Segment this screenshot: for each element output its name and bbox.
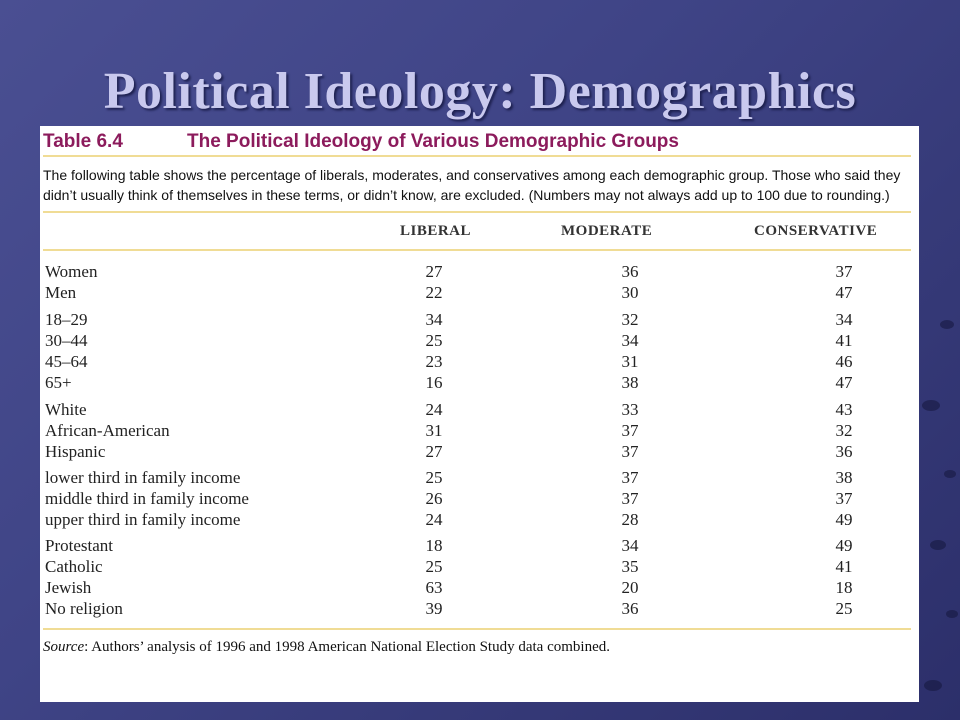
cell-liberal: 63 [425, 578, 443, 597]
cell-moderate: 37 [621, 468, 639, 487]
cell-moderate: 34 [621, 536, 639, 555]
cell-liberal: 26 [425, 489, 443, 508]
slide-title: Political Ideology: Demographics [103, 63, 857, 120]
table-row [43, 331, 911, 352]
table-row [43, 373, 911, 394]
cell-liberal: 25 [425, 468, 443, 487]
column-header-row [43, 213, 911, 249]
row-label: African-American [45, 421, 170, 440]
cell-conservative: 43 [835, 400, 853, 419]
cell-liberal: 16 [425, 373, 443, 392]
cell-liberal: 24 [425, 510, 443, 529]
cell-conservative: 49 [835, 510, 853, 529]
table-row-group [43, 310, 911, 394]
table-intro: The following table shows the percentage of liberals, moderates, and conservatives among each demographic group. Those who said they didn’t usually think of themselves in these terms, or didn’t know, are excluded. (Numbers may not always add up to 100 due to rounding.) [43, 167, 901, 203]
table-caption [43, 129, 911, 155]
cell-moderate: 30 [621, 283, 639, 302]
cell-liberal: 39 [425, 599, 443, 618]
cell-moderate: 31 [621, 352, 639, 371]
cell-moderate: 36 [621, 599, 639, 618]
row-label: Protestant [45, 536, 113, 555]
table-card [40, 126, 919, 702]
row-label: 65+ [45, 373, 72, 392]
table-body [43, 251, 911, 628]
table-row [43, 283, 911, 304]
row-label: Men [45, 283, 77, 302]
row-label: upper third in family income [45, 510, 241, 529]
table-row-group [43, 536, 911, 620]
table-row [43, 578, 911, 599]
cell-conservative: 36 [835, 442, 853, 461]
cell-conservative: 46 [835, 352, 853, 371]
row-label: Hispanic [45, 442, 106, 461]
table-row [43, 352, 911, 373]
column-header-moderate: MODERATE [561, 223, 653, 239]
table-row [43, 468, 911, 489]
table-row-group [43, 262, 911, 304]
row-label: Catholic [45, 557, 103, 576]
row-label: 30–44 [45, 331, 88, 350]
cell-moderate: 20 [621, 578, 639, 597]
cell-conservative: 41 [835, 557, 853, 576]
row-label: 45–64 [45, 352, 88, 371]
source-text: : Authors’ analysis of 1996 and 1998 American National Election Study data combined. [84, 639, 610, 655]
cell-conservative: 34 [835, 310, 853, 329]
cell-moderate: 36 [621, 262, 639, 281]
cell-moderate: 34 [621, 331, 639, 350]
table-row [43, 442, 911, 463]
cell-moderate: 33 [621, 400, 639, 419]
table-row [43, 599, 911, 620]
table-row [43, 557, 911, 578]
cell-moderate: 38 [621, 373, 639, 392]
table-row [43, 489, 911, 510]
cell-liberal: 27 [425, 262, 443, 281]
source-note [43, 630, 911, 656]
cell-moderate: 28 [621, 510, 639, 529]
cell-conservative: 25 [835, 599, 853, 618]
table-row-group [43, 468, 911, 531]
cell-conservative: 41 [835, 331, 853, 350]
table-row [43, 262, 911, 283]
table-number: Table 6.4 [43, 131, 123, 152]
cell-liberal: 25 [425, 331, 443, 350]
cell-moderate: 37 [621, 489, 639, 508]
cell-liberal: 25 [425, 557, 443, 576]
table-row [43, 310, 911, 331]
cell-liberal: 31 [425, 421, 443, 440]
cell-moderate: 37 [621, 421, 639, 440]
column-header-liberal: LIBERAL [400, 223, 472, 239]
row-label: White [45, 400, 87, 419]
row-label: Jewish [45, 578, 92, 597]
cell-conservative: 47 [835, 373, 853, 392]
source-label: Source [43, 639, 85, 655]
row-label: lower third in family income [45, 468, 241, 487]
cell-conservative: 38 [835, 468, 853, 487]
cell-conservative: 47 [835, 283, 853, 302]
table-title: The Political Ideology of Various Demographic Groups [187, 131, 679, 152]
cell-conservative: 37 [835, 262, 853, 281]
table-row [43, 536, 911, 557]
row-label: middle third in family income [45, 489, 249, 508]
table-row-group [43, 400, 911, 463]
cell-moderate: 37 [621, 442, 639, 461]
cell-conservative: 32 [835, 421, 853, 440]
table-row [43, 510, 911, 531]
cell-moderate: 35 [621, 557, 639, 576]
cell-liberal: 18 [425, 536, 443, 555]
cell-liberal: 24 [425, 400, 443, 419]
table-row [43, 421, 911, 442]
row-label: Women [45, 262, 98, 281]
cell-liberal: 23 [425, 352, 443, 371]
cell-liberal: 34 [425, 310, 443, 329]
table-row [43, 400, 911, 421]
row-label: 18–29 [45, 310, 88, 329]
cell-moderate: 32 [621, 310, 639, 329]
cell-conservative: 49 [835, 536, 853, 555]
cell-conservative: 37 [835, 489, 853, 508]
cell-liberal: 22 [425, 283, 443, 302]
column-header-conservative: CONSERVATIVE [754, 223, 878, 239]
cell-conservative: 18 [835, 578, 853, 597]
cell-liberal: 27 [425, 442, 443, 461]
row-label: No religion [45, 599, 123, 618]
